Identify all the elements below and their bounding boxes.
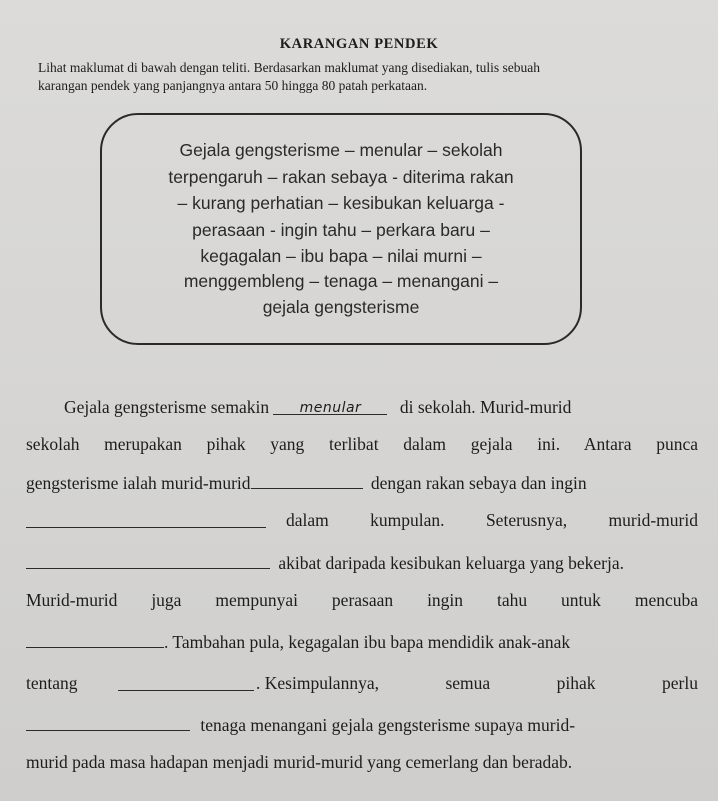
para-word: perlu	[662, 673, 698, 693]
para-line-3	[26, 471, 587, 494]
para-line-1	[64, 397, 571, 418]
para-word: pihak	[556, 673, 596, 693]
para-text: dengan rakan sebaya dan ingin	[370, 473, 587, 493]
para-text: di sekolah. Murid-murid	[399, 397, 572, 417]
para-word: juga	[151, 590, 182, 610]
para-word: mencuba	[634, 590, 698, 610]
para-text: tentang	[26, 673, 78, 693]
answer-blank-7[interactable]	[26, 713, 190, 731]
answer-blank-3[interactable]	[26, 510, 266, 528]
box-line-3: – kurang perhatian – kesibukan keluarga -	[177, 193, 505, 213]
answer-blank-6[interactable]	[118, 673, 254, 691]
para-line-4-text	[286, 510, 698, 531]
para-text: . Tambahan pula, kegagalan ibu bapa mendidik anak-anak	[164, 632, 571, 652]
para-word: Seterusnya,	[485, 510, 568, 530]
para-word: tahu	[496, 590, 528, 610]
para-word: perasaan	[331, 590, 394, 610]
para-line-2: sekolah merupakan pihak yang terlibat dalam gejala ini. Antara punca	[26, 434, 698, 454]
box-line-4: perasaan - ingin tahu – perkara baru –	[192, 220, 490, 240]
box-line-1: Gejala gengsterisme – menular – sekolah	[179, 140, 503, 160]
box-line-7: gejala gengsterisme	[262, 297, 420, 317]
para-word: ingin	[427, 590, 464, 610]
answer-blank-4[interactable]	[26, 551, 270, 569]
para-word: dalam	[286, 510, 329, 530]
para-line-8-blank	[118, 673, 254, 696]
handwritten-answer: menular	[299, 400, 362, 416]
para-word: Murid-murid	[26, 590, 118, 610]
para-word: kumpulan.	[370, 510, 445, 530]
box-line-5: kegagalan – ibu bapa – nilai murni –	[200, 246, 482, 266]
para-line-5	[26, 551, 624, 574]
para-line-9	[26, 713, 575, 736]
para-text: akibat daripada kesibukan keluarga yang bekerja.	[278, 553, 625, 573]
para-line-6	[26, 590, 698, 611]
page-title: KARANGAN PENDEK	[279, 36, 439, 52]
para-line-8-text	[256, 673, 698, 694]
instruction-line-1: Lihat maklumat di bawah dengan teliti. Berdasarkan maklumat yang disediakan, tulis sebuah	[38, 60, 540, 75]
box-line-6: menggembleng – tenaga – menangani –	[183, 271, 499, 291]
box-line-2: terpengaruh – rakan sebaya - diterima rakan	[168, 167, 514, 187]
para-line-7	[26, 630, 570, 653]
para-word: semua	[445, 673, 491, 693]
answer-blank-2[interactable]	[251, 471, 363, 489]
para-word: untuk	[561, 590, 601, 610]
para-text: gengsterisme ialah murid-murid	[26, 473, 251, 493]
para-word: mempunyai	[215, 590, 298, 610]
answer-blank-5[interactable]	[26, 630, 164, 648]
para-line-10: murid pada masa hadapan menjadi murid-murid yang cemerlang dan beradab.	[26, 752, 573, 772]
para-word: . Kesimpulannya,	[256, 673, 379, 693]
para-line-8	[26, 673, 78, 694]
para-text: Gejala gengsterisme semakin	[64, 397, 270, 417]
answer-blank-1[interactable]	[273, 397, 387, 415]
para-line-4	[26, 510, 266, 533]
para-word: murid-murid	[608, 510, 698, 530]
para-text: tenaga menangani gejala gengsterisme supaya murid-	[200, 715, 576, 735]
instruction-line-2: karangan pendek yang panjangnya antara 50 hingga 80 patah perkataan.	[38, 78, 428, 93]
